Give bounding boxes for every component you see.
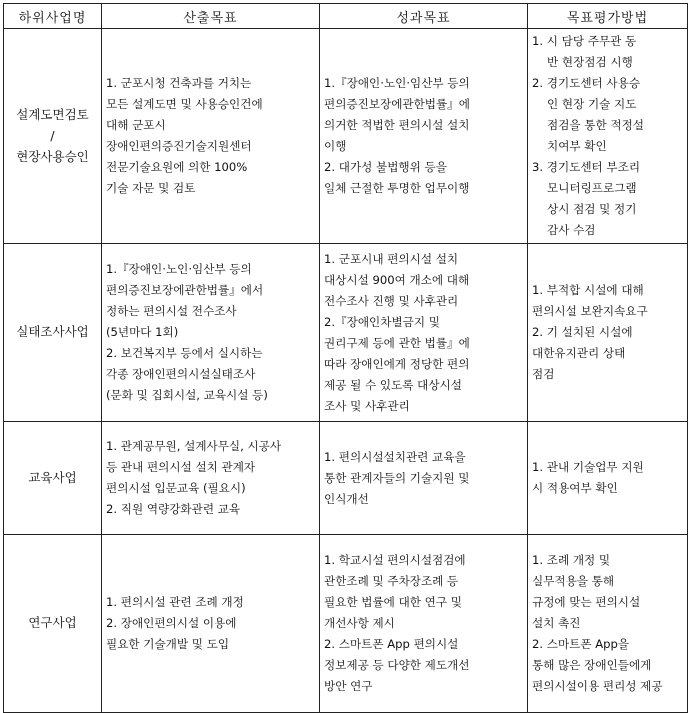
header-output-goal: 산출목표	[102, 4, 320, 29]
output-goal-cell	[102, 244, 320, 422]
text-line: 2. 보건복지부 등에서 실시하는	[106, 346, 263, 360]
unit-name-line: /	[50, 127, 55, 143]
text-line: 모니터링프로그램	[547, 181, 637, 195]
unit-name-line: 교육사업	[28, 469, 77, 485]
text-line: 방안 연구	[324, 679, 373, 693]
text-line: 일체 근절한 투명한 업무이행	[324, 181, 470, 195]
text-line: 통해 많은 장애인들에게	[532, 658, 652, 672]
text-line: 3. 경기도센터 부조리	[532, 160, 641, 174]
unit-name-line: 설계도면검토	[16, 106, 89, 122]
text-line: 전문기술요원에 의한 100%	[106, 160, 248, 174]
text-line: 대해 군포시	[106, 118, 166, 132]
text-line: 정하는 편의시설 전수조사	[106, 304, 237, 318]
text-line: 2. 스마트폰 App 편의시설	[324, 637, 459, 651]
text-line: 인식개선	[324, 491, 369, 506]
text-line: 따라 장애인에게 정당한 편의	[324, 356, 470, 371]
text-line: 제공 될 수 있도록 대상시설	[324, 377, 462, 392]
text-line: 관한조례 및 주차장조례 등	[324, 574, 459, 588]
unit-name-line: 실태조사사업	[16, 324, 89, 339]
text-line: 모든 설계도면 및 사용승인건에	[106, 97, 263, 111]
text-line: 대한유지관리 상태	[532, 346, 626, 360]
text-line: 2. 스마트폰 App을	[532, 637, 630, 651]
text-line: 1. 학교시설 편의시설점검에	[324, 553, 466, 567]
text-line: 실무적용을 통해	[532, 574, 615, 588]
text-line: 전수조사 진행 및 사후관리	[324, 293, 459, 308]
goals-table	[3, 3, 688, 713]
text-line: 1.『장애인·노인·임산부 등의	[106, 262, 252, 276]
text-line: (문화 및 집회시설, 교육시설 등)	[106, 388, 268, 402]
evaluation-method-cell	[528, 244, 688, 422]
unit-name-cell	[4, 244, 102, 422]
text-line: 1. 시 담당 주무관 동	[532, 34, 637, 48]
text-line: 편의시설 보완지속요구	[532, 304, 648, 318]
text-line: 1.『장애인·노인·임산부 등의	[324, 76, 470, 90]
text-line: 설치 촉진	[532, 616, 581, 630]
text-line: 편의증진보장에관한법률』에	[324, 97, 470, 111]
text-line: 의거한 적법한 편의시설 설치	[324, 118, 470, 132]
text-line: 반 현장점검 시행	[547, 55, 633, 69]
text-line: 편의시설 입문교육 (필요시)	[106, 481, 246, 495]
text-line: 1. 군포시내 편의시설 설치	[324, 251, 459, 266]
unit-name-line: 연구사업	[28, 615, 77, 630]
text-line: 2. 경기도센터 사용승	[532, 76, 641, 90]
text-line: 2. 대가성 불법행위 등을	[324, 160, 447, 174]
evaluation-method-cell	[528, 422, 688, 535]
text-line: 2.『장애인차별금지 및	[324, 314, 440, 329]
outcome-goal-cell	[320, 422, 528, 535]
text-line: 이행	[324, 139, 347, 153]
text-line: 1. 조례 개정 및	[532, 553, 611, 567]
text-line: 편의증진보장에관한법률』에서	[106, 283, 264, 297]
header-evaluation-method: 목표평가방법	[528, 4, 688, 29]
table-row	[4, 244, 688, 422]
text-line: 1. 관계공무원, 설계사무실, 시공사	[106, 439, 282, 453]
header-row	[4, 4, 688, 29]
text-line: 상시 점검 및 정기	[547, 202, 637, 216]
outcome-goal-cell	[320, 244, 528, 422]
text-line: 필요한 기술개발 및 도입	[106, 637, 230, 651]
text-line: 1. 편의시설 관련 조례 개정	[106, 595, 244, 609]
table-row	[4, 29, 688, 244]
text-line: 점검을 통한 적정설	[547, 118, 644, 132]
text-line: 조사 및 사후관리	[324, 398, 410, 413]
text-line: 각종 장애인편의시설실태조사	[106, 367, 256, 381]
text-line: (5년마다 1회)	[106, 325, 179, 339]
text-line: 1. 편의시설설치관련 교육을	[324, 449, 466, 464]
text-line: 2. 장애인편의시설 이용에	[106, 616, 237, 630]
text-line: 감사 수검	[547, 223, 596, 237]
text-line: 권리구제 등에 관한 법률』에	[324, 335, 470, 350]
text-line: 점검	[532, 367, 555, 381]
header-unit: 하위사업명	[4, 4, 102, 29]
text-line: 시 적용여부 확인	[532, 481, 618, 495]
text-line: 필요한 법률에 대한 연구 및	[324, 595, 462, 609]
text-line: 1. 관내 기술업무 지원	[532, 460, 644, 474]
text-line: 편의시설이용 편리성 제공	[532, 679, 663, 693]
text-line: 1. 군포시청 건축과를 거치는	[106, 76, 252, 90]
text-line: 등 관내 편의시설 설치 관계자	[106, 460, 256, 474]
evaluation-method-cell	[528, 29, 688, 244]
text-line: 1. 부적합 시설에 대해	[532, 283, 644, 297]
text-line: 치여부 확인	[547, 139, 607, 153]
unit-name-cell	[4, 535, 102, 713]
output-goal-cell	[102, 535, 320, 713]
text-line: 대상시설 900여 개소에 대해	[324, 272, 470, 287]
text-line: 개선사항 제시	[324, 616, 395, 630]
outcome-goal-cell	[320, 29, 528, 244]
unit-name-line: 현장사용승인	[16, 148, 89, 164]
text-line: 2. 직원 역량강화관련 교육	[106, 502, 241, 516]
output-goal-cell	[102, 422, 320, 535]
outcome-goal-cell	[320, 535, 528, 713]
table-row	[4, 422, 688, 535]
unit-name-cell	[4, 422, 102, 535]
text-line: 통한 관계자들의 기술지원 및	[324, 470, 470, 485]
table-row	[4, 535, 688, 713]
evaluation-method-cell	[528, 535, 688, 713]
unit-name-cell	[4, 29, 102, 244]
text-line: 기술 자문 및 검토	[106, 181, 196, 195]
text-line: 규정에 맞는 편의시설	[532, 595, 641, 609]
header-outcome-goal: 성과목표	[320, 4, 528, 29]
text-line: 장애인편의증진기술지원센터	[106, 139, 252, 153]
text-line: 2. 기 설치된 시설에	[532, 325, 633, 339]
text-line: 정보제공 등 다양한 제도개선	[324, 658, 470, 672]
text-line: 인 현장 기술 지도	[547, 97, 637, 111]
output-goal-cell	[102, 29, 320, 244]
